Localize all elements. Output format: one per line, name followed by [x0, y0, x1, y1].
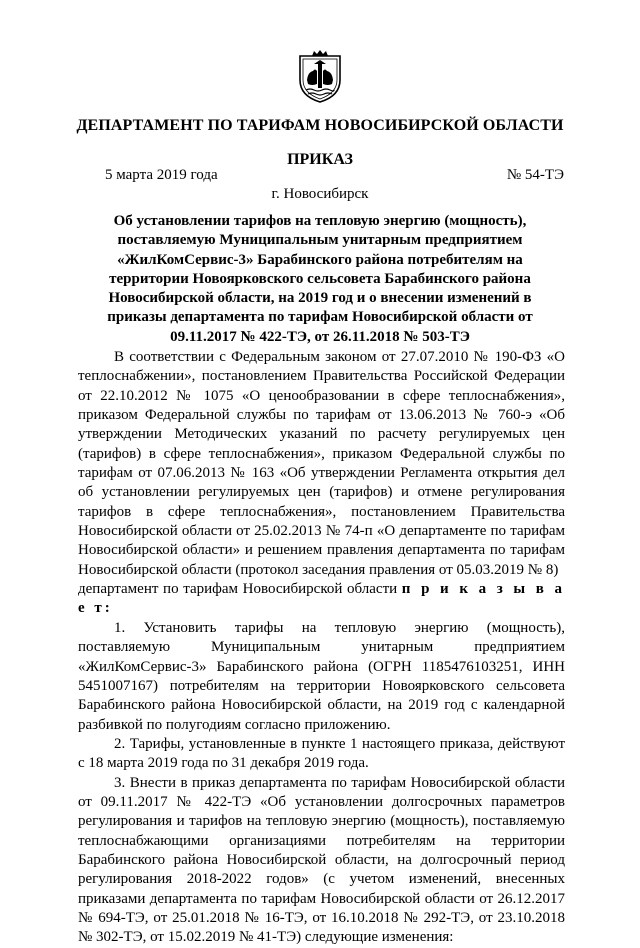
- order-label: ПРИКАЗ: [287, 151, 353, 168]
- item-1-paragraph: 1. Установить тарифы на тепловую энергию (мощность), поставляемую Муниципальным унитарным предприятием «ЖилКомСервис-3» Барабинского района (ОГРН 1185476103251, ИНН 5451007167) потребителям на территории Новоярковского сельсовета Барабинского района Новосибирской области, на 2019 год с календарной разбивкой по полугодиям согласно приложению.: [78, 619, 565, 733]
- department-line: департамент по тарифам Новосибирской области: [78, 581, 398, 598]
- preamble-paragraph: В соответствии с Федеральным законом от 27.07.2010 № 190-ФЗ «О теплоснабжении», постановлением Правительства Российской Федерации от 22.10.2012 № 1075 «О ценообразовании в сфере теплоснабжения», приказом Федеральной службы по тарифам от 13.06.2013 № 760-э «Об утверждении Методических указаний по расчету регулируемых цен (тарифов) в сфере теплоснабжения», приказом Федеральной службы по тарифам от 07.06.2013 № 163 «Об утверждении Регламента открытия дел об установлении регулируемых цен (тарифов) и отмене регулирования тарифов в сфере теплоснабжения», постановлением Правительства Новосибирской области от 25.02.2013 № 74-п «О департаменте по тарифам Новосибирской области» и решением правления департамента по тарифам Новосибирской области (протокол заседания правления от 05.03.2019 № 8): [78, 349, 565, 578]
- orders-word: п р и к а з ы в а е т:: [78, 581, 565, 617]
- coat-of-arms-emblem: [296, 50, 344, 104]
- orders-line: [78, 580, 565, 619]
- order-date: 5 марта 2019 года: [105, 167, 218, 183]
- item-2-paragraph: 2. Тарифы, установленные в пункте 1 настоящего приказа, действуют с 18 марта 2019 года по 31 декабря 2019 года.: [78, 735, 565, 772]
- department-name: ДЕПАРТАМЕНТ ПО ТАРИФАМ НОВОСИБИРСКОЙ ОБЛАСТИ: [76, 117, 564, 134]
- item-3-paragraph: 3. Внести в приказ департамента по тарифам Новосибирской области от 09.11.2017 № 422-ТЭ «Об установлении долгосрочных параметров регулирования и тарифов на тепловую энергию (мощность), поставляемую теплоснабжающими организациями потребителям на территории Барабинского района Новосибирской области, на долгосрочный период регулирования 2018-2022 годов» (с учетом изменений, внесенных приказами департамента по тарифам Новосибирской области от 26.12.2017 № 694-ТЭ, от 25.01.2018 № 16-ТЭ, от 16.10.2018 № 292-ТЭ, от 23.10.2018 № 302-ТЭ, от 15.02.2019 № 41-ТЭ) следующие изменения:: [78, 774, 565, 946]
- order-title: Об установлении тарифов на тепловую энергию (мощность), поставляемую Муниципальным унитарным предприятием «ЖилКомСервис-3» Барабинского района потребителям на территории Новоярковского сельсовета Барабинского района Новосибирской области, на 2019 год и о внесении изменений в приказы департамента по тарифам Новосибирской области от 09.11.2017 № 422-ТЭ, от 26.11.2018 № 503-ТЭ: [107, 213, 533, 345]
- order-body: [78, 348, 565, 948]
- order-number: № 54-ТЭ: [506, 167, 564, 183]
- order-city: г. Новосибирск: [271, 186, 369, 202]
